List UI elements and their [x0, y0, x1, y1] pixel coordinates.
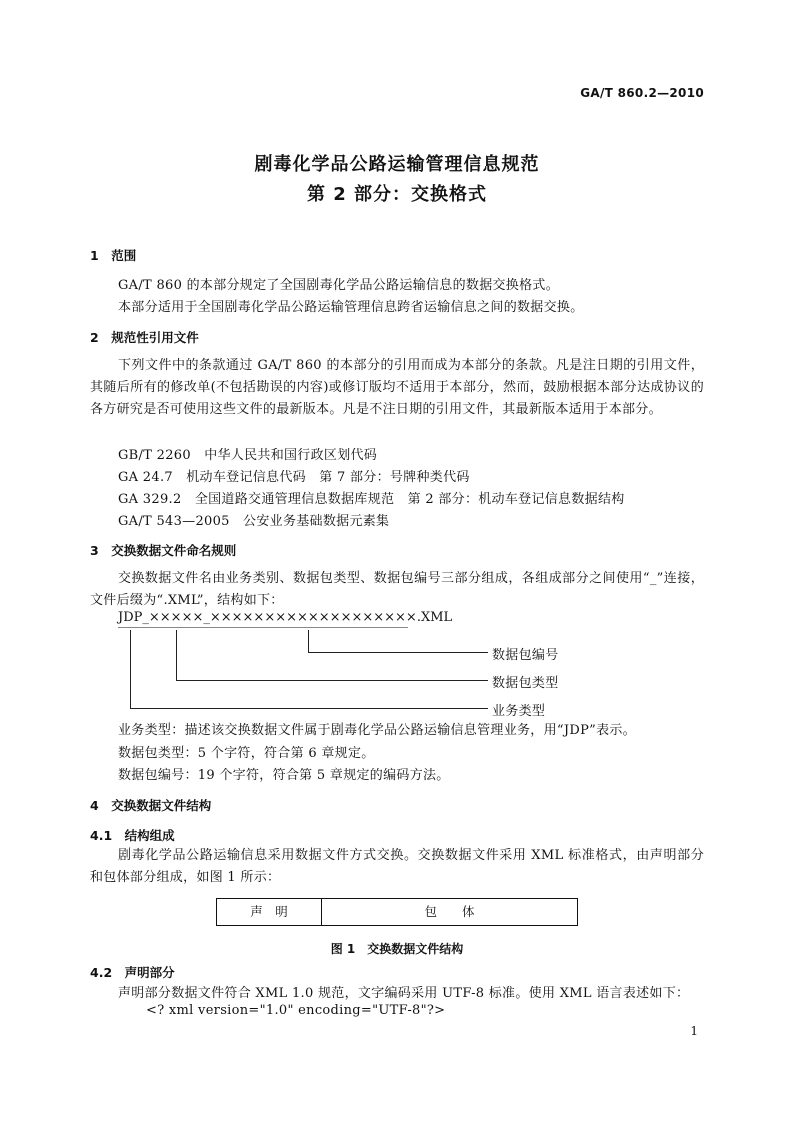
section-4-heading: 4 交换数据文件结构	[90, 798, 212, 813]
label-packet-type: 数据包类型	[492, 676, 559, 691]
table-cell-body: 包 体	[424, 904, 475, 919]
section-4-2-para: 声明部分数据文件符合 XML 1.0 规范，文字编码采用 UTF-8 标准。使用 XML 语言表述如下：	[118, 986, 690, 1001]
pattern-underline	[118, 627, 408, 628]
section-1-para-2: 本部分适用于全国剧毒化学品公路运输管理信息跨省运输信息之间的数据交换。	[118, 300, 584, 315]
bracket-line-business-type	[130, 630, 131, 708]
bracket-line-packet-type	[176, 630, 177, 680]
pattern-suffix: .XML	[416, 610, 453, 625]
section-3-para: 交换数据文件名由业务类别、数据包类型、数据包编号三部分组成，各组成部分之间使用“_”连接，文件后缀为“.XML”，结构如下：	[90, 571, 704, 608]
section-4-1-para: 剧毒化学品公路运输信息采用数据文件方式交换。交换数据文件采用 XML 标准格式，由声明部分和包体部分组成，如图 1 所示：	[90, 848, 704, 885]
reference-item: GA 24.7 机动车登记信息代码 第 7 部分：号牌种类代码	[118, 470, 470, 485]
section-1-para-1: GA/T 860 的本部分规定了全国剧毒化学品公路运输信息的数据交换格式。	[118, 278, 560, 293]
pattern-packet-type: ×××××_	[148, 610, 210, 625]
section-3-heading: 3 交换数据文件命名规则	[90, 543, 237, 558]
bracket-line-packet-number	[308, 630, 309, 652]
xml-declaration-code: <? xml version="1.0" encoding="UTF-8"?>	[146, 1003, 446, 1018]
section-2-heading: 2 规范性引用文件	[90, 330, 199, 345]
definition-business-type: 业务类型：描述该交换数据文件属于剧毒化学品公路运输信息管理业务，用“JDP”表示。	[118, 723, 636, 738]
label-packet-number: 数据包编号	[492, 648, 559, 663]
reference-item: GB/T 2260 中华人民共和国行政区划代码	[118, 448, 378, 463]
pattern-packet-number: ×××××××××××××××××××	[209, 610, 417, 625]
pattern-prefix: JDP_	[118, 610, 149, 625]
figure-caption: 图 1 交换数据文件结构	[330, 942, 464, 956]
structure-table	[216, 898, 578, 926]
section-1-heading: 1 范围	[90, 248, 137, 263]
bracket-line-packet-number	[308, 652, 488, 653]
standard-number: GA/T 860.2—2010	[580, 86, 704, 100]
page-number: 1	[690, 1024, 698, 1038]
label-business-type: 业务类型	[492, 704, 546, 719]
document-subtitle: 第 2 部分：交换格式	[306, 184, 488, 205]
section-2-para: 下列文件中的条款通过 GA/T 860 的本部分的引用而成为本部分的条款。凡是注日期的引用文件，其随后所有的修改单(不包括勘误的内容)或修订版均不适用于本部分，然而，鼓励根据本部分达成协议的各方研究是否可使用这些文件的最新版本。凡是不注日期的引用文件，其最新版本适用于本部分。	[90, 358, 704, 417]
section-4-2-heading: 4.2 声明部分	[90, 965, 175, 980]
table-cell-declaration: 声 明	[217, 899, 322, 925]
definition-packet-type: 数据包类型：5 个字符，符合第 6 章规定。	[118, 746, 375, 761]
definition-packet-number: 数据包编号：19 个字符，符合第 5 章规定的编码方法。	[118, 768, 450, 783]
document-title: 剧毒化学品公路运输管理信息规范	[254, 154, 540, 175]
bracket-line-packet-type	[176, 680, 488, 681]
reference-item: GA/T 543—2005 公安业务基础数据元素集	[118, 514, 390, 529]
section-4-1-heading: 4.1 结构组成	[90, 828, 175, 843]
bracket-line-business-type	[130, 708, 488, 709]
filename-pattern	[118, 610, 452, 625]
reference-item: GA 329.2 全国道路交通管理信息数据库规范 第 2 部分：机动车登记信息数据结构	[118, 492, 625, 507]
